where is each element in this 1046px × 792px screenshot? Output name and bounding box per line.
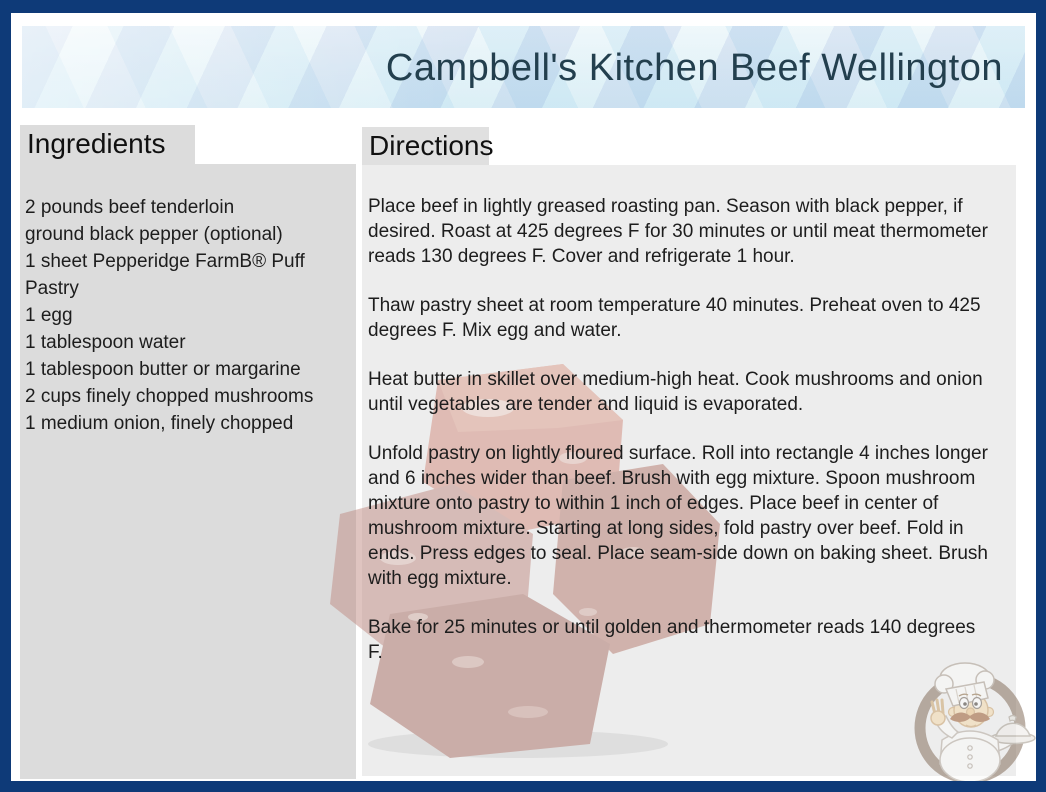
direction-paragraph: Place beef in lightly greased roasting pan. Season with black pepper, if desired. Roast at 425 degrees F for 30 minutes or until meat thermometer reads 130 degrees F. Cover and refrigerate 1 hour. <box>368 196 988 267</box>
ingredients-panel <box>20 164 356 779</box>
ingredient-item: 1 egg <box>25 305 73 326</box>
direction-paragraph: Heat butter in skillet over medium-high heat. Cook mushrooms and onion until vegetables are tender and liquid is evaporated. <box>368 369 983 415</box>
ingredients-heading-box <box>20 125 195 164</box>
direction-paragraph: Bake for 25 minutes or until golden and thermometer reads 140 degrees F. <box>368 617 976 663</box>
ingredients-heading: Ingredients <box>27 128 166 159</box>
direction-paragraph: Unfold pastry on lightly floured surface. Roll into rectangle 4 inches longer and 6 inches wider than beef. Brush with egg mixture. Spoon mushroom mixture onto pastry to within 1 inch of edges. Place beef in center of mushroom mixture. Starting at long sides, fold pastry over beef. Fold in ends. Press edges to seal. Place seam-side down on baking sheet. Brush with egg mixture. <box>368 443 988 589</box>
directions-heading: Directions <box>369 130 494 161</box>
directions-heading-box <box>362 127 494 165</box>
ingredient-item: 1 sheet Pepperidge FarmB® Puff Pastry <box>25 251 305 299</box>
ingredient-item: 2 cups finely chopped mushrooms <box>25 386 314 407</box>
ingredient-item: 2 pounds beef tenderloin <box>25 197 235 218</box>
ingredient-item: 1 medium onion, finely chopped <box>25 413 294 434</box>
ingredient-item: 1 tablespoon butter or margarine <box>25 359 301 380</box>
ingredient-item: 1 tablespoon water <box>25 332 186 353</box>
page-title: Campbell's Kitchen Beef Wellington <box>385 46 1003 89</box>
directions-paragraphs <box>362 165 990 665</box>
chef-with-platter-icon <box>908 658 1040 790</box>
ingredient-item: ground black pepper (optional) <box>25 224 283 245</box>
header-band <box>22 26 1025 108</box>
direction-paragraph: Thaw pastry sheet at room temperature 40 minutes. Preheat oven to 425 degrees F. Mix egg and water. <box>368 295 981 341</box>
ingredients-list <box>20 164 355 437</box>
